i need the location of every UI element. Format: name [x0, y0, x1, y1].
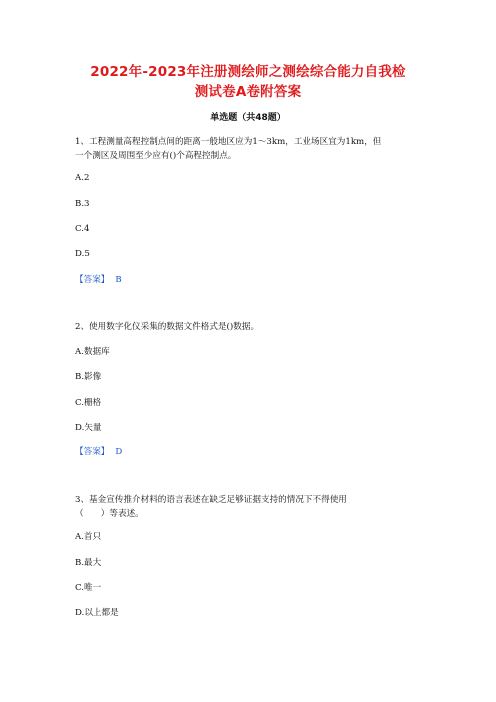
- question-3-stem-line-1: 3、基金宣传推介材料的语言表述在缺乏足够证据支持的情况下不得使用: [75, 495, 347, 505]
- answer-label: 【答案】: [75, 275, 110, 285]
- question-1-option-c: C.4: [75, 224, 90, 234]
- answer-label: 【答案】: [75, 447, 110, 457]
- question-2-stem-line-1: 2、使用数字化仪采集的数据文件格式是()数据。: [75, 322, 260, 332]
- question-1-option-a: A.2: [75, 173, 90, 183]
- answer-value: B: [115, 275, 122, 285]
- question-2-option-d: D.矢量: [75, 423, 102, 433]
- question-2-option-c: C.栅格: [75, 398, 102, 408]
- document-title-line-1: 2022年-2023年注册测绘师之测绘综合能力自我检: [90, 64, 406, 80]
- section-heading: 单选题（共48题）: [210, 113, 286, 123]
- question-2-answer: [75, 446, 122, 458]
- question-1-answer: [75, 274, 122, 286]
- document-title-line-2: 测试卷A卷附答案: [194, 84, 302, 100]
- answer-value: D: [115, 447, 123, 457]
- question-2-option-b: B.影像: [75, 372, 102, 382]
- question-3-option-d: D.以上都是: [75, 608, 119, 618]
- question-1-stem-line-1: 1、工程测量高程控制点间的距离一般地区应为1～3km，工业场区宜为1km，但: [75, 137, 382, 147]
- question-3-option-a: A.首只: [75, 532, 102, 542]
- question-3-option-c: C.唯一: [75, 583, 102, 593]
- question-3-option-b: B.最大: [75, 558, 102, 568]
- question-3-stem-line-2: （ ）等表述。: [75, 509, 144, 519]
- question-1-stem-line-2: 一个测区及周围至少应有()个高程控制点。: [75, 151, 237, 161]
- question-1-option-d: D.5: [75, 249, 90, 259]
- question-1-option-b: B.3: [75, 199, 90, 209]
- question-2-option-a: A.数据库: [75, 347, 110, 357]
